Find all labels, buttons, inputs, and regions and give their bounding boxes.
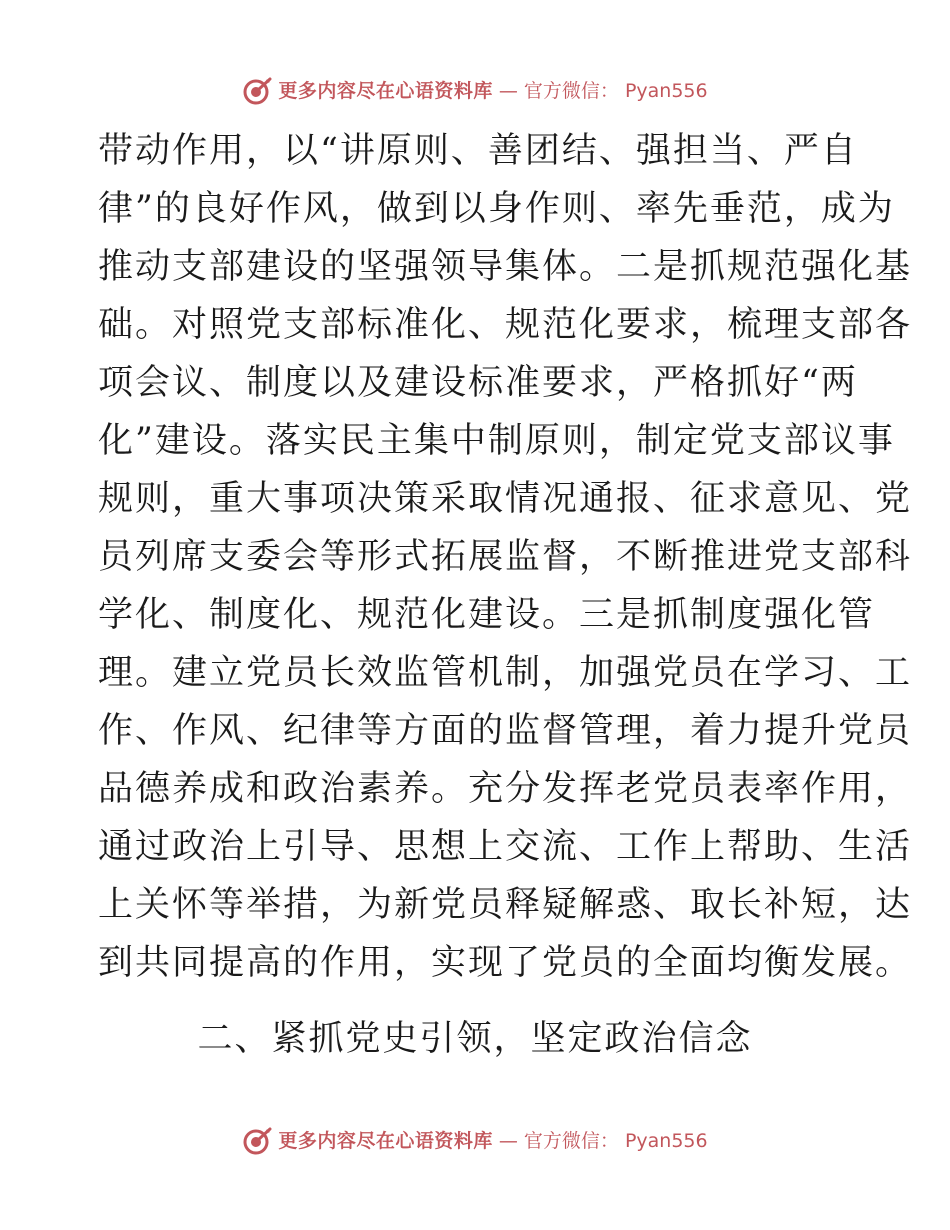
body-line: 学化、制度化、规范化建设。三是抓制度强化管 [98,595,876,635]
section-heading: 二、紧抓党史引领，坚定政治信念 [197,1019,753,1059]
footer-watermark [0,1126,950,1156]
document-body [98,122,913,992]
body-line: 推动支部建设的坚强领导集体。二是抓规范强化基 [98,247,913,287]
body-line: 带动作用，以“讲原则、善团结、强担当、严自 [98,131,858,171]
header-watermark [0,76,950,106]
watermark-wechat-id: Pyan556 [624,1130,708,1152]
watermark-site-name: 更多内容尽在心语资料库 [278,1130,493,1152]
watermark-site-name: 更多内容尽在心语资料库 [278,80,493,102]
watermark-dash: — [498,80,518,102]
body-line: 品德养成和政治素养。充分发挥老党员表率作用， [98,769,913,809]
watermark-dash: — [498,1130,518,1152]
watermark-wechat-label: 官方微信： [523,1130,619,1152]
brush-logo-icon [242,76,272,106]
body-line: 上关怀等举措，为新党员释疑解惑、取长补短，达 [98,885,913,925]
body-line: 化”建设。落实民主集中制原则，制定党支部议事 [98,421,895,461]
body-line: 通过政治上引导、思想上交流、工作上帮助、生活 [98,827,913,867]
body-line: 到共同提高的作用，实现了党员的全面均衡发展。 [98,943,913,983]
watermark-wechat-id: Pyan556 [624,80,708,102]
body-line: 项会议、制度以及建设标准要求，严格抓好“两 [98,363,858,403]
body-line: 理。建立党员长效监管机制，加强党员在学习、工 [98,653,913,693]
body-line: 作、作风、纪律等方面的监督管理，着力提升党员 [98,711,913,751]
watermark-wechat-label: 官方微信： [523,80,619,102]
body-line: 员列席支委会等形式拓展监督，不断推进党支部科 [98,537,913,577]
body-line: 础。对照党支部标准化、规范化要求，梳理支部各 [98,305,913,345]
body-line: 律”的良好作风，做到以身作则、率先垂范，成为 [98,189,895,229]
brush-logo-icon [242,1126,272,1156]
body-line: 规则，重大事项决策采取情况通报、征求意见、党 [98,479,913,519]
